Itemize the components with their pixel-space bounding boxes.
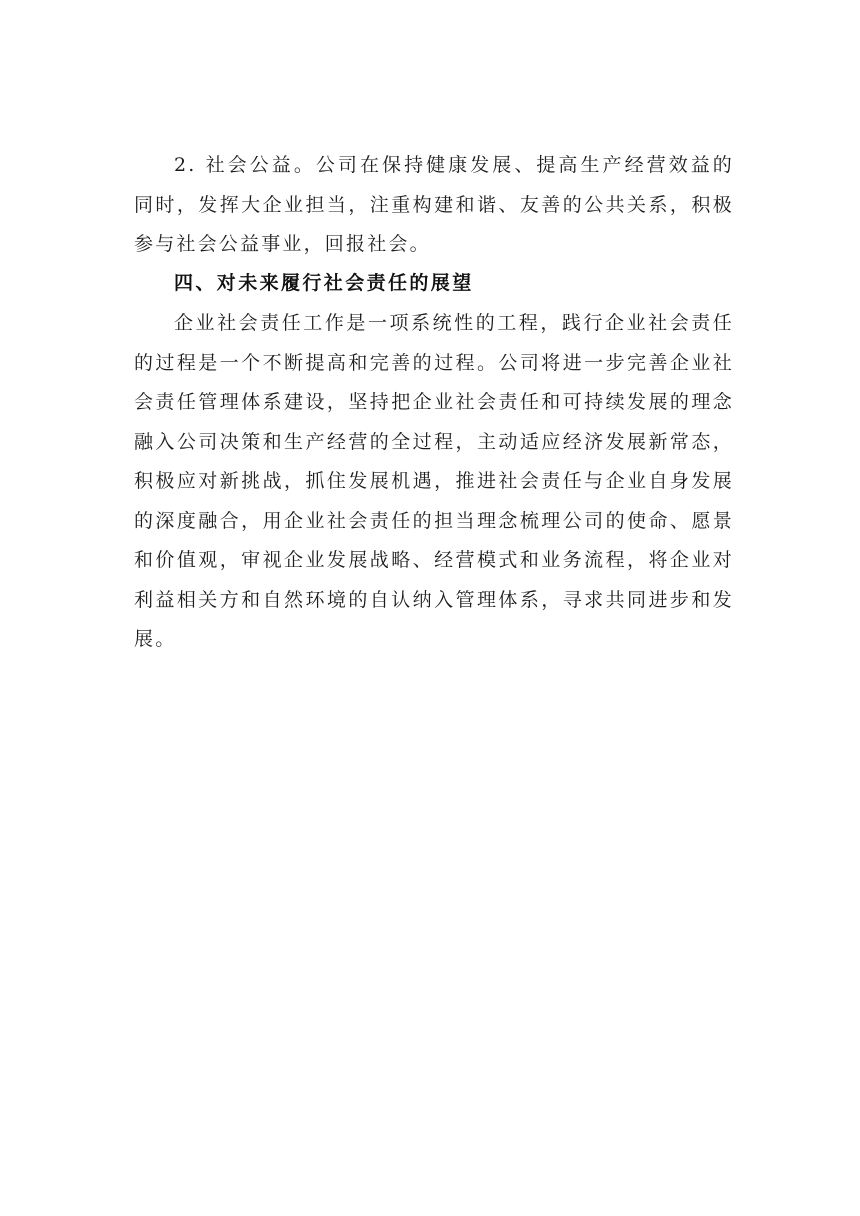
- paragraph-social-welfare: 2. 社会公益。公司在保持健康发展、提高生产经营效益的同时，发挥大企业担当，注重构建和谐、友善的公共关系，积极参与社会公益事业，回报社会。: [134, 154, 734, 255]
- section-heading-outlook: 四、对未来履行社会责任的展望: [174, 272, 474, 294]
- paragraph-future-outlook: 企业社会责任工作是一项系统性的工程，践行企业社会责任的过程是一个不断提高和完善的过程。公司将进一步完善企业社会责任管理体系建设，坚持把企业社会责任和可持续发展的理念融入公司决策和生产经营的全过程，主动适应经济发展新常态，积极应对新挑战，抓住发展机遇，推进社会责任与企业自身发展的深度融合，用企业社会责任的担当理念梳理公司的使命、愿景和价值观，审视企业发展战略、经营模式和业务流程，将企业对利益相关方和自然环境的自认纳入管理体系，寻求共同进步和发展。: [134, 312, 734, 650]
